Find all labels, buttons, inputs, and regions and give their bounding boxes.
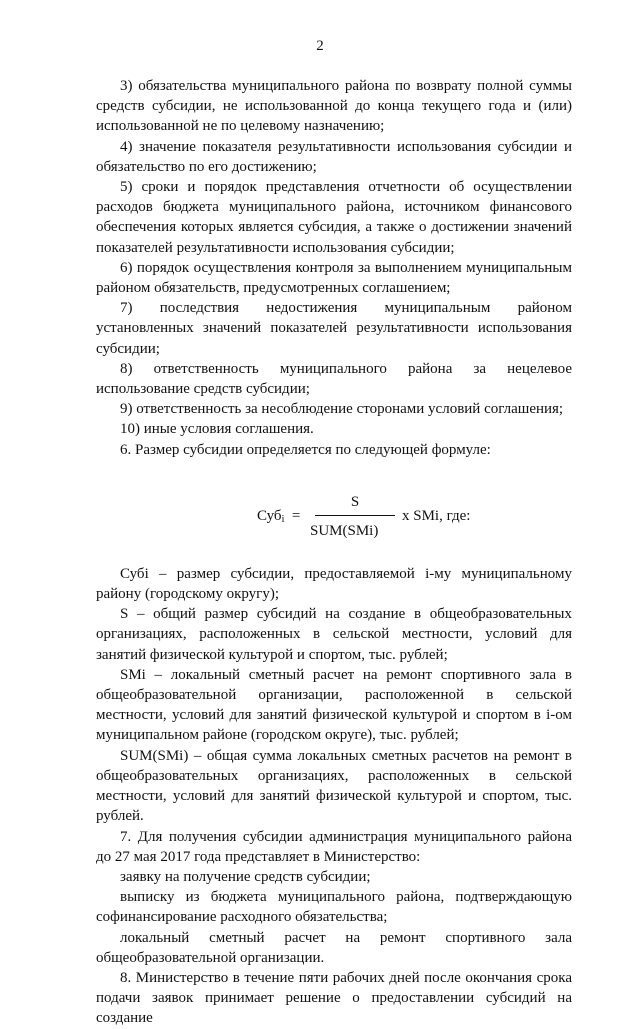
formula-lhs: Суб$_i$ =: [257, 507, 301, 525]
paragraph-clause-8: 8. Министерство в течение пяти рабочих дней после окончания срока подачи заявок принимает решение о предоставлении субсидий на создание: [96, 969, 572, 1027]
definition-smi: SMi – локальный сметный расчет на ремонт спортивного зала в общеобразовательной организации, расположенной в сельской местности, условий для занятий физической культурой и спортом в i-ом муниципальном районе (городском округе), тыс. рублей;: [96, 666, 572, 744]
definition-sum-smi: SUM(SMi) – общая сумма локальных сметных расчетов на ремонт в общеобразовательных организациях, расположенных в сельской местности, условий для занятий физической культурой и спортом, тыс. рублей.: [96, 747, 572, 825]
paragraph-item-7: 7) последствия недостижения муниципальным районом установленных значений показателей результативности использования субсидии;: [96, 300, 572, 357]
paragraph-item-5: 5) сроки и порядок представления отчетности об осуществлении расходов бюджета муниципального района, источником финансового обеспечения которых является субсидия, а также о достижении значений показателей результативности использования субсидии;: [96, 179, 572, 256]
formula-denominator: SUM(SMi): [310, 522, 379, 539]
formula-fraction-bar: [315, 515, 395, 516]
document-body: [96, 76, 572, 1029]
paragraph-item-10: 10) иные условия соглашения.: [120, 421, 314, 438]
list-item-estimate: локальный сметный расчет на ремонт спортивного зала общеобразовательной организации.: [96, 929, 572, 966]
page-number: 2: [316, 38, 324, 54]
definition-subi: Субi – размер субсидии, предоставляемой i-му муниципальному району (городскому округу);: [96, 565, 572, 603]
paragraph-item-8: 8) ответственность муниципального района за нецелевое использование средств субсидии;: [96, 360, 572, 398]
paragraph-clause-7: 7. Для получения субсидии администрация муниципального района до 27 мая 2017 года представляет в Министерство:: [96, 828, 572, 865]
paragraph-item-6: 6) порядок осуществления контроля за выполнением муниципальным районом обязательств, предусмотренных соглашением;: [96, 259, 572, 297]
formula-rhs: x SMi, где:: [402, 507, 471, 524]
paragraph-item-3: 3) обязательства муниципального района по возврату полной суммы средств субсидии, не использованной до конца текущего года и (или) использованной не по целевому назначению;: [96, 78, 572, 135]
list-item-budget-extract: выписку из бюджета муниципального района, подтверждающую софинансирование расходного обязательства;: [96, 889, 572, 926]
subsidy-formula: [96, 460, 572, 564]
list-item-application: заявку на получение средств субсидии;: [120, 868, 371, 885]
paragraph-clause-6: 6. Размер субсидии определяется по следующей формуле:: [120, 441, 491, 458]
paragraph-item-9: 9) ответственность за несоблюдение сторонами условий соглашения;: [120, 401, 564, 418]
paragraph-item-4: 4) значение показателя результативности использования субсидии и обязательство по его достижению;: [96, 138, 572, 175]
definition-s: S – общий размер субсидий на создание в общеобразовательных организациях, расположенных в сельской местности, условий для занятий физической культурой и спортом, тыс. рублей;: [96, 606, 572, 663]
formula-numerator: S: [350, 493, 360, 510]
